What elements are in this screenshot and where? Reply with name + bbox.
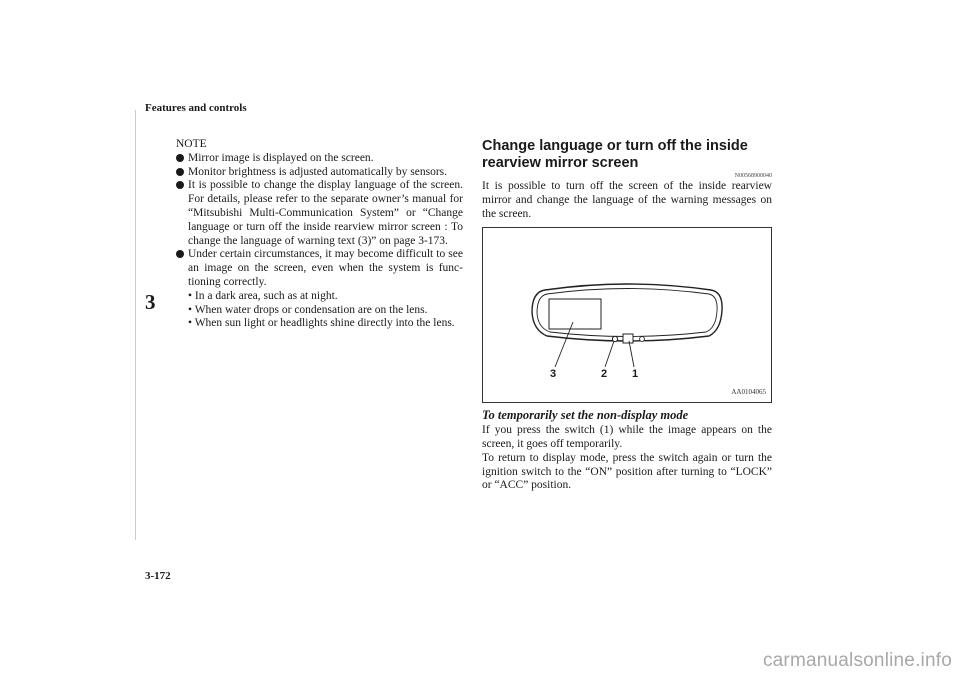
- bullet-icon: [176, 154, 184, 162]
- watermark: carmanualsonline.info: [762, 650, 952, 671]
- leader-line-1: [629, 341, 634, 367]
- leader-line-2: [605, 341, 614, 367]
- note-subitem: • In a dark area, such as at night.: [188, 289, 338, 302]
- bullet-icon: [176, 168, 184, 176]
- page-number: 3-172: [145, 570, 171, 582]
- chapter-tab: [126, 110, 136, 540]
- bullet-icon: [176, 250, 184, 258]
- chapter-number: 3: [145, 290, 156, 314]
- sensor-small: [640, 337, 645, 342]
- note-item: [176, 179, 463, 248]
- bullet-icon: [176, 181, 184, 189]
- display-screen: [549, 299, 601, 329]
- body-paragraph: If you press the switch (1) while the image appears on the screen, it goes off temporarily.: [482, 424, 772, 450]
- intro-paragraph: It is possible to turn off the screen of the inside rearview mirror and change the language of the warning messages on the screen.: [482, 180, 772, 220]
- reference-code: N00568900040: [734, 173, 772, 179]
- mirror-figure: [482, 227, 772, 403]
- note-item: [176, 166, 463, 180]
- callout-1: 1: [632, 368, 639, 381]
- callout-2: 2: [601, 368, 608, 381]
- callout-3: 3: [550, 368, 557, 381]
- note-item-text: Monitor brightness is adjusted automatically by sensors.: [188, 165, 448, 178]
- note-item-text: Mirror image is displayed on the screen.: [188, 151, 374, 164]
- section-block: [482, 138, 772, 493]
- note-item-text: It is possible to change the display language of the screen. For details, please refer to the separate owner’s manual for “Mitsubishi Multi-Communication System” or “Change language or turn off the inside rearview mirror screen : To change the language of warning text (3)” on page 3-173.: [188, 179, 463, 247]
- switch-1: [623, 334, 633, 343]
- note-block: [176, 138, 463, 331]
- section-heading: Change language or turn off the inside rearview mirror screen: [482, 138, 748, 171]
- note-subitem: • When sun light or headlights shine directly into the lens.: [188, 317, 455, 330]
- note-subitem: • When water drops or condensation are on the lens.: [188, 303, 428, 316]
- body-paragraph: To return to display mode, press the switch again or turn the ignition switch to the “ON” position after turning to “LOCK” or “ACC” position.: [482, 451, 772, 492]
- note-item: [176, 152, 463, 166]
- note-item-text: Under certain circumstances, it may become difficult to see an image on the screen, even when the system is func-tioning correctly.: [188, 248, 463, 288]
- note-label: NOTE: [176, 138, 207, 150]
- figure-code: AA0104065: [731, 387, 766, 396]
- note-item: [176, 248, 463, 331]
- sensor-2: [612, 337, 617, 342]
- subheading: To temporarily set the non-display mode: [482, 408, 689, 423]
- rearview-mirror-illustration: [483, 228, 771, 402]
- section-header: Features and controls: [145, 102, 247, 114]
